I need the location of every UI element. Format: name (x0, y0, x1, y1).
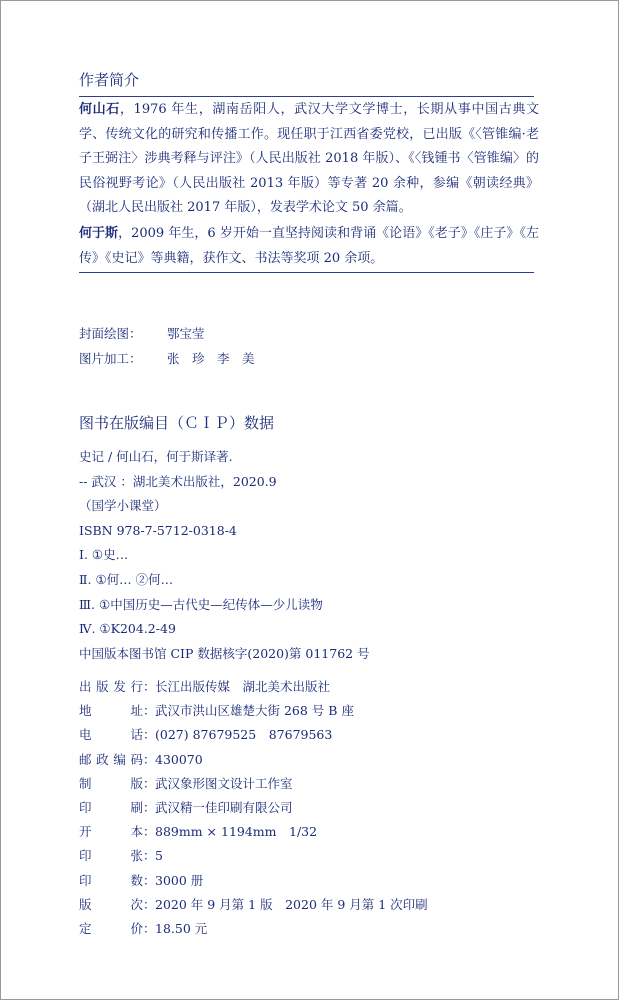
cip-block (79, 445, 370, 666)
pub-value: 武汉市洪山区雄楚大街 268 号 B 座 (155, 703, 354, 719)
pub-row: 开本：889mm × 1194mm 1/32 (79, 820, 428, 844)
author1-name: 何山石 (79, 102, 120, 117)
pub-value: 18.50 元 (155, 921, 208, 937)
credit-row (79, 321, 255, 346)
pub-row: 印数：3000 册 (79, 869, 428, 893)
pub-value: 889mm × 1194mm 1/32 (155, 824, 318, 840)
pub-value: 长江出版传媒 湖北美术出版社 (155, 679, 331, 694)
pub-value: 武汉象形图文设计工作室 (155, 775, 293, 791)
cip-line: Ⅲ. ①中国历史—古代史—纪传体—少儿读物 (79, 596, 323, 612)
publication-info (79, 675, 428, 941)
pub-value: 武汉精一佳印刷有限公司 (155, 800, 293, 816)
author1-bio-text: ，1976 年生，湖南岳阳人，武汉大学文学博士，长期从事中国古典文学、传统文化的研究和传播工作。现任职于江西省委党校，已出版《〈管锥编·老子王弼注〉涉典考释与评注》（人民出版社 2018 年版）、《〈钱锺书〈管锥编〉的民俗视野考论》（人民出版社 2013 年版）等专著 20 余种，参编《朝读经典》（湖北人民出版社 2017 年版），发表学术论文 50 余篇。 (79, 102, 539, 215)
cip-line: ISBN 978-7-5712-0318-4 (79, 522, 237, 538)
author2-bio-text: ，2009 年生，6 岁开始一直坚持阅读和背诵《论语》《老子》《庄子》《左传》《史记》等典籍，获作文、书法等奖项 20 余项。 (79, 226, 539, 266)
pub-label: 邮政编码 (79, 751, 143, 767)
pub-row: 制版：武汉象形图文设计工作室 (79, 772, 428, 796)
author2-bio (79, 222, 539, 271)
credits (79, 321, 255, 371)
author2-name: 何于斯 (79, 226, 119, 241)
credit-label: 图片加工： (79, 351, 142, 366)
pub-row: 地址：武汉市洪山区雄楚大街 268 号 B 座 (79, 699, 428, 723)
cip-line: 史记 / 何山石，何于斯译著. (79, 449, 233, 464)
pub-label: 印张 (79, 848, 143, 864)
pub-label: 开本 (79, 824, 143, 840)
pub-value: 430070 (155, 751, 203, 767)
pub-label: 版次 (79, 896, 143, 912)
pub-label: 地址 (79, 703, 143, 719)
credit-value: 张 珍 李 美 (167, 351, 255, 366)
cip-line: Ⅱ. ①何… ②何… (79, 571, 174, 587)
credit-value: 鄂宝莹 (167, 326, 205, 341)
cip-line: -- 武汉 ：湖北美术出版社，2020.9 (79, 473, 277, 489)
pub-label: 印数 (79, 872, 143, 888)
pub-label: 电话 (79, 727, 143, 743)
cip-line: Ⅰ. ①史… (79, 547, 129, 563)
pub-value: (027) 87679525 87679563 (155, 727, 333, 743)
cip-title: 图书在版编目（ＣＩＰ）数据 (79, 414, 275, 432)
author1-bio (79, 98, 539, 221)
pub-row: 印刷：武汉精一佳印刷有限公司 (79, 796, 428, 820)
cip-line: 中国版本图书馆 CIP 数据核字(2020)第 011762 号 (79, 645, 370, 661)
pub-value: 2020 年 9 月第 1 版 2020 年 9 月第 1 次印刷 (155, 896, 428, 912)
cip-line: Ⅳ. ①K204.2-49 (79, 621, 176, 637)
cip-line: （国学小课堂） (79, 498, 167, 514)
pub-label: 印刷 (79, 800, 143, 816)
pub-value: 3000 册 (155, 872, 204, 888)
pub-row: 印张：5 (79, 844, 428, 868)
pub-row: 电话：(027) 87679525 87679563 (79, 723, 428, 747)
pub-row: 邮政编码：430070 (79, 748, 428, 772)
pub-label: 出版发行 (79, 679, 143, 694)
pub-label: 定价 (79, 921, 143, 937)
credit-row (79, 346, 255, 371)
pub-row: 版次：2020 年 9 月第 1 版 2020 年 9 月第 1 次印刷 (79, 893, 428, 917)
credit-label: 封面绘图： (79, 326, 142, 341)
author-intro-title: 作者简介 (79, 71, 140, 89)
pub-row: 定价：18.50 元 (79, 917, 428, 941)
pub-row: 出版发行：长江出版传媒 湖北美术出版社 (79, 675, 428, 699)
top-divider (79, 96, 534, 97)
bottom-divider (79, 272, 534, 273)
pub-value: 5 (155, 848, 163, 864)
pub-label: 制版 (79, 775, 143, 791)
